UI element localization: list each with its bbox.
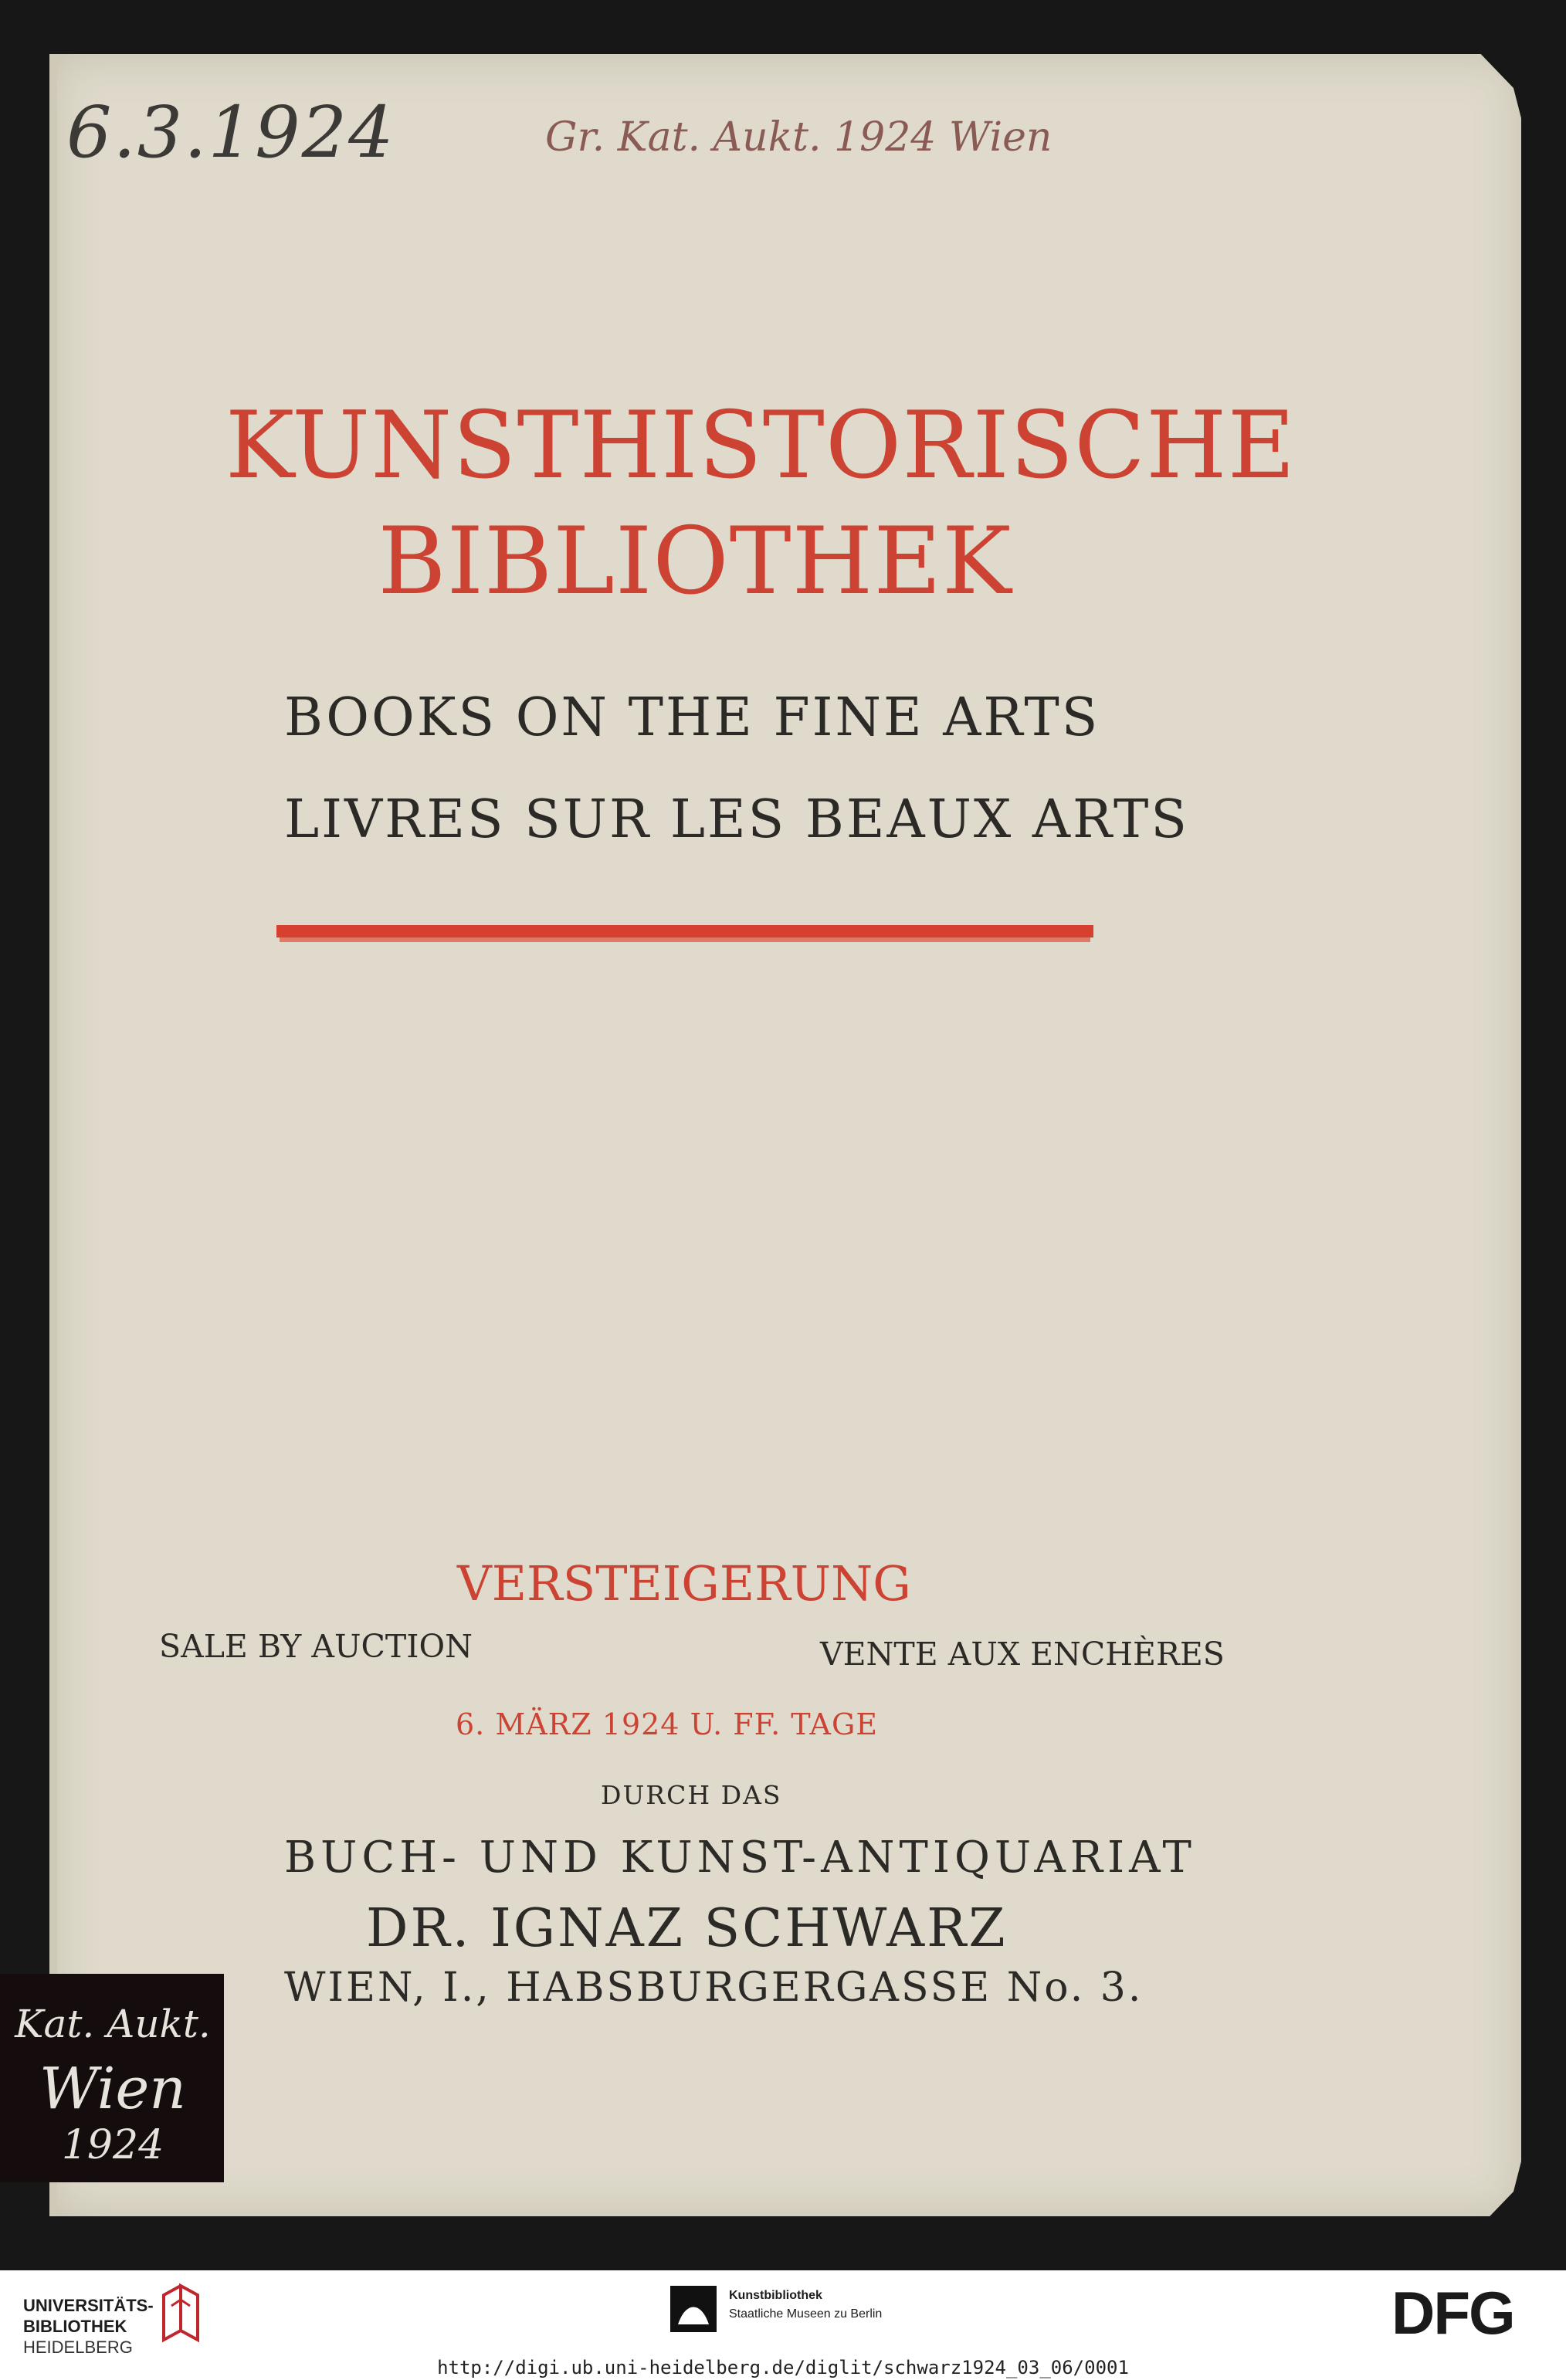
- library-name-line1: UNIVERSITÄTS-: [23, 2296, 154, 2315]
- permalink-url[interactable]: http://digi.ub.uni-heidelberg.de/diglit/schwarz1924_03_06/0001: [437, 2357, 1129, 2378]
- partner-subtitle: Staatliche Museen zu Berlin: [729, 2307, 883, 2321]
- handwritten-catalogue-note: Gr. Kat. Aukt. 1924 Wien: [545, 114, 1052, 161]
- subtitle-english: BOOKS ON THE FINE ARTS: [284, 687, 1100, 748]
- subtitle-french: LIVRES SUR LES BEAUX ARTS: [284, 789, 1189, 850]
- vente-aux-encheres-label: VENTE AUX ENCHÈRES: [820, 1636, 1225, 1673]
- handwritten-date: 6.3.1924: [66, 91, 395, 174]
- dealer-name: DR. IGNAZ SCHWARZ: [366, 1898, 1008, 1959]
- cover-title-line1: KUNSTHISTORISCHE: [225, 392, 1297, 500]
- catalogue-cover: [49, 54, 1521, 2216]
- shelf-label-line1: Kat. Aukt.: [15, 2002, 211, 2046]
- kunstbibliothek-logo-icon: [670, 2286, 717, 2332]
- durch-das-label: DURCH DAS: [601, 1780, 782, 1810]
- antiquariat-name: BUCH- UND KUNST-ANTIQUARIAT: [284, 1832, 1196, 1883]
- cover-title-line2: BIBLIOTHEK: [378, 508, 1012, 615]
- auction-heading: VERSTEIGERUNG: [457, 1555, 911, 1612]
- university-library-logo[interactable]: [23, 2295, 154, 2358]
- auction-date: 6. MÄRZ 1924 U. FF. TAGE: [456, 1707, 879, 1741]
- shelf-label-line3: 1924: [61, 2122, 164, 2168]
- sale-by-auction-label: SALE BY AUCTION: [159, 1628, 473, 1665]
- dealer-address: WIEN, I., HABSBURGERGASSE No. 3.: [284, 1965, 1144, 2011]
- red-divider-rule: [276, 925, 1093, 937]
- library-name-line2: BIBLIOTHEK: [23, 2317, 127, 2336]
- cover-spine: [49, 54, 57, 2216]
- library-name-line3: HEIDELBERG: [23, 2338, 133, 2357]
- dfg-logo[interactable]: DFG: [1391, 2279, 1514, 2347]
- shelf-label-line2: Wien: [39, 2056, 186, 2122]
- library-emblem-icon: [161, 2283, 201, 2344]
- partner-name[interactable]: Kunstbibliothek: [729, 2289, 822, 2302]
